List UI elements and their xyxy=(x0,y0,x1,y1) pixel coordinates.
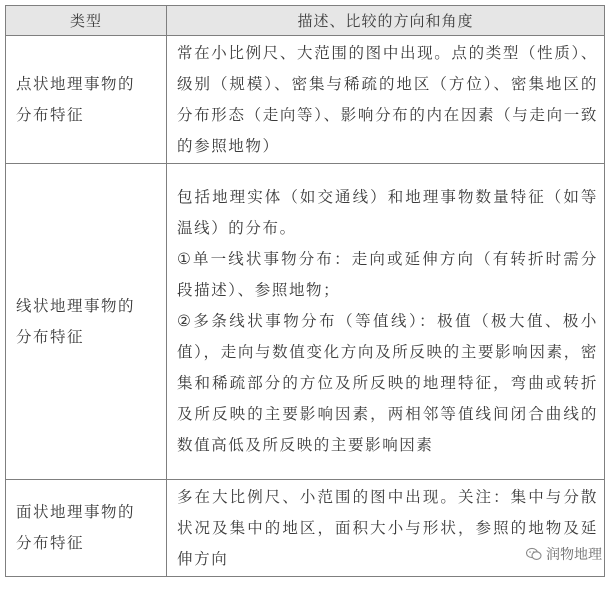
type-label: 面状地理事物的 xyxy=(16,503,136,521)
type-cell xyxy=(6,36,167,164)
wechat-icon xyxy=(526,547,542,561)
type-cell xyxy=(6,480,167,577)
watermark-text: 润物地理 xyxy=(546,547,602,563)
header-row xyxy=(6,6,605,36)
watermark xyxy=(524,544,604,564)
type-label: 分布特征 xyxy=(16,534,85,552)
description-paragraph: ①单一线状事物分布：走向或延伸方向（有转折时需分段描述）、参照地物； xyxy=(177,250,598,299)
type-label: 点状地理事物的 xyxy=(16,74,136,93)
type-label: 线状地理事物的 xyxy=(16,296,136,315)
header-type: 类型 xyxy=(6,6,167,36)
table-row xyxy=(6,164,605,480)
description-cell xyxy=(167,36,605,164)
table-row xyxy=(6,480,605,577)
table-row xyxy=(6,36,605,164)
type-label: 分布特征 xyxy=(16,105,85,124)
type-label: 分布特征 xyxy=(16,327,85,346)
type-cell xyxy=(6,164,167,480)
description-paragraph: ②多条线状事物分布（等值线）：极值（极大值、极小值），走向与数值变化方向及所反映的主要影响因素，密集和稀疏部分的方位及所反映的地理特征，弯曲或转折及所反映的主要影响因素，两相邻等值线间闭合曲线的数值高低及所反映的主要影响因素 xyxy=(177,312,598,454)
header-description: 描述、比较的方向和角度 xyxy=(167,6,605,36)
description-paragraph: 多在大比例尺、小范围的图中出现。关注：集中与分散状况及集中的地区，面积大小与形状，参照的地物及延伸方向 xyxy=(177,487,598,568)
geography-distribution-table xyxy=(5,5,605,577)
description-paragraph: 包括地理实体（如交通线）和地理事物数量特征（如等温线）的分布。 xyxy=(177,188,598,237)
description-cell xyxy=(167,164,605,480)
description-paragraph: 常在小比例尺、大范围的图中出现。点的类型（性质）、级别（规模）、密集与稀疏的地区（方位）、密集地区的分布形态（走向等）、影响分布的内在因素（与走向一致的参照地物） xyxy=(177,43,598,155)
